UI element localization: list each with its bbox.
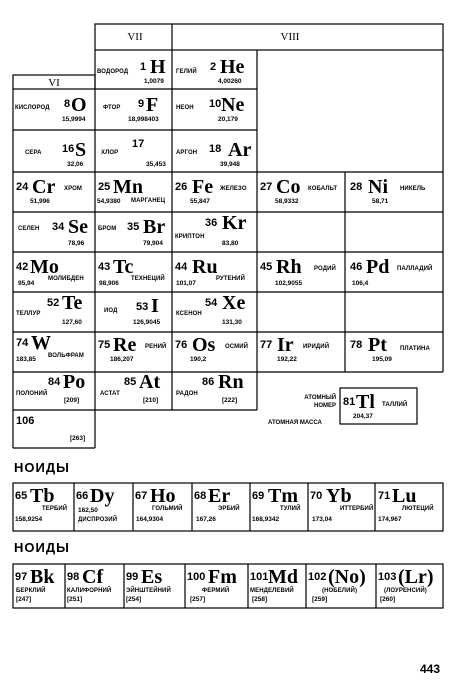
atomic-mass: 54,9380 <box>97 198 121 205</box>
element-symbol: F <box>146 94 159 116</box>
element-symbol: Ir <box>277 334 294 356</box>
atomic-mass: [258] <box>252 596 268 603</box>
atomic-mass: 195,09 <box>372 356 392 363</box>
atomic-number: 76 <box>175 339 188 351</box>
element-name: НИКЕЛЬ <box>400 186 426 192</box>
atomic-number: 65 <box>15 490 28 502</box>
element-symbol: Mo <box>30 256 59 278</box>
atomic-number: 34 <box>52 221 65 233</box>
atomic-mass: 98,906 <box>99 280 119 287</box>
element-symbol: Mn <box>113 176 143 198</box>
element-name: ПЛАТИНА <box>400 346 430 352</box>
element-symbol: Ho <box>150 485 176 507</box>
atomic-mass: 183,85 <box>16 356 36 363</box>
atomic-mass: 192,22 <box>277 356 297 363</box>
element-name: ОСМИЙ <box>225 344 249 350</box>
group-vii-header: VII <box>127 31 143 43</box>
atomic-number: 97 <box>15 571 28 583</box>
element-name: КАЛИФОРНИЙ <box>67 588 112 594</box>
legend-symbol: Tl <box>356 391 375 413</box>
atomic-mass: 102,9055 <box>275 280 303 287</box>
element-symbol: Pd <box>366 256 390 278</box>
element-symbol: Tc <box>113 256 134 278</box>
atomic-mass: 83,80 <box>222 240 239 247</box>
element-name: ДИСПРОЗИЙ <box>78 517 118 523</box>
element-symbol: Tb <box>30 485 55 507</box>
element-symbol: Xe <box>222 292 246 314</box>
legend-atomic-mass: 204,37 <box>353 413 373 420</box>
atomic-mass: 18,998403 <box>128 116 159 123</box>
atomic-number: 28 <box>350 181 363 193</box>
atomic-number: 102 <box>308 571 327 583</box>
atomic-number: 44 <box>175 261 188 273</box>
element-name: РЕНИЙ <box>145 344 167 350</box>
atomic-number: 18 <box>209 143 222 155</box>
atomic-number: 71 <box>378 490 391 502</box>
atomic-number: 67 <box>135 490 148 502</box>
element-name: МАРГАНЕЦ <box>131 198 166 204</box>
element-name: РУТЕНИЙ <box>216 276 245 282</box>
element-name: ПОЛОНИЙ <box>16 391 48 397</box>
atomic-mass: 106,4 <box>352 280 369 287</box>
element-symbol: W <box>31 332 51 354</box>
atomic-number: 1 <box>140 61 147 73</box>
element-name: ТЕХНЕЦИЙ <box>131 276 165 282</box>
atomic-number: 27 <box>260 181 273 193</box>
element-symbol: I <box>151 295 159 317</box>
element-name: РОДИЙ <box>314 266 336 272</box>
atomic-number: 24 <box>16 181 29 193</box>
atomic-mass: 158,9254 <box>15 516 43 523</box>
atomic-number: 68 <box>194 490 207 502</box>
atomic-number: 52 <box>47 297 60 309</box>
element-symbol: Po <box>63 371 86 393</box>
atomic-mass: [251] <box>67 596 83 603</box>
element-symbol: Fe <box>192 176 214 198</box>
atomic-mass: 186,207 <box>110 356 134 363</box>
atomic-mass: 35,453 <box>146 161 166 168</box>
group-viii-header: VIII <box>280 31 300 43</box>
atomic-number: 84 <box>48 376 61 388</box>
atomic-number: 78 <box>350 339 363 351</box>
atomic-mass: 126,9045 <box>133 319 161 326</box>
atomic-mass: 39,948 <box>220 161 240 168</box>
element-symbol: Cr <box>32 176 56 198</box>
atomic-number: 46 <box>350 261 363 273</box>
atomic-number: 17 <box>132 138 145 150</box>
element-name: ГЕЛИЙ <box>176 69 197 75</box>
page-number: 443 <box>420 662 441 676</box>
atomic-number: 85 <box>124 376 137 388</box>
atomic-mass: 162,50 <box>78 507 98 514</box>
element-symbol: He <box>220 56 245 78</box>
element-symbol: Cf <box>82 566 104 588</box>
element-name: ТЕЛЛУР <box>16 311 41 317</box>
lanthanoids-title: НОИДЫ <box>14 460 70 475</box>
element-symbol: Br <box>143 216 166 238</box>
atomic-mass: 32,06 <box>67 161 84 168</box>
atomic-number: 8 <box>64 98 71 110</box>
element-name: ЖЕЛЕЗО <box>220 186 247 192</box>
atomic-mass: 58,71 <box>372 198 389 205</box>
element-name: БЕРКЛИЙ <box>16 588 46 594</box>
element-symbol: Rn <box>218 371 244 393</box>
atomic-number: 53 <box>136 301 149 313</box>
element-symbol: Os <box>192 334 216 356</box>
element-name: ИОД <box>104 308 118 314</box>
element-name: НЕОН <box>176 105 194 111</box>
element-name: СЕРА <box>25 150 42 156</box>
element-name: ЭЙНШТЕЙНИЙ <box>126 588 171 594</box>
element-symbol: S <box>75 139 87 161</box>
atomic-number: 36 <box>205 217 218 229</box>
atomic-mass: [259] <box>312 596 328 603</box>
element-name: ВОДОРОД <box>97 69 129 75</box>
element-name: ФТОР <box>103 105 121 111</box>
atomic-mass: 95,94 <box>18 280 35 287</box>
atomic-mass: 55,847 <box>190 198 210 205</box>
element-name: ГОЛЬМИЙ <box>152 506 183 512</box>
atomic-mass: 58,9332 <box>275 198 299 205</box>
element-symbol: Ni <box>368 176 388 198</box>
atomic-mass: 4,00260 <box>218 78 242 85</box>
element-symbol: Er <box>208 485 231 507</box>
atomic-number: 42 <box>16 261 29 273</box>
atomic-mass: 164,9304 <box>136 516 164 523</box>
atomic-number: 43 <box>98 261 111 273</box>
atomic-mass: [247] <box>16 596 32 603</box>
element-symbol: Te <box>62 292 83 314</box>
atomic-number: 75 <box>98 339 111 351</box>
element-symbol: Dy <box>90 485 115 507</box>
element-name: ТУЛИЙ <box>280 506 301 512</box>
element-name: ФЕРМИЙ <box>202 588 230 594</box>
atomic-number: 10 <box>209 98 222 110</box>
atomic-mass: [254] <box>126 596 142 603</box>
element-symbol: Tm <box>268 485 298 507</box>
atomic-mass: 51,996 <box>30 198 50 205</box>
element-name: ХРОМ <box>64 186 82 192</box>
actinoids-title: НОИДЫ <box>14 540 70 555</box>
element-name: МОЛИБДЕН <box>48 276 84 282</box>
atomic-number: 70 <box>310 490 323 502</box>
atomic-mass: 15,9994 <box>62 116 86 123</box>
atomic-mass: [209] <box>64 397 80 404</box>
atomic-number: 106 <box>16 415 35 427</box>
atomic-number: 77 <box>260 339 273 351</box>
element-symbol: Co <box>276 176 301 198</box>
element-symbol: Fm <box>208 566 237 588</box>
element-name: КОБАЛЬТ <box>308 186 338 192</box>
atomic-number: 35 <box>127 221 140 233</box>
element-symbol: At <box>139 371 161 393</box>
atomic-number: 66 <box>76 490 89 502</box>
atomic-number: 26 <box>175 181 188 193</box>
atomic-mass: [210] <box>143 397 159 404</box>
atomic-number: 25 <box>98 181 111 193</box>
atomic-mass: 78,96 <box>68 240 85 247</box>
atomic-number: 74 <box>16 337 29 349</box>
element-symbol: Rh <box>276 256 302 278</box>
atomic-mass: 127,60 <box>62 319 82 326</box>
element-symbol: Ar <box>228 139 252 161</box>
atomic-number: 16 <box>62 143 75 155</box>
atomic-mass: 131,30 <box>222 319 242 326</box>
atomic-mass: 190,2 <box>190 356 207 363</box>
atomic-mass: 168,9342 <box>252 516 280 523</box>
atomic-mass: 173,04 <box>312 516 332 523</box>
atomic-mass: 167,26 <box>196 516 216 523</box>
element-symbol: Se <box>68 216 88 238</box>
element-name: (ЛОУРЕНСИЙ) <box>384 588 427 594</box>
element-symbol: Md <box>268 566 298 588</box>
atomic-number: 86 <box>202 376 215 388</box>
element-symbol: Kr <box>222 212 247 234</box>
element-symbol: Ne <box>221 94 245 116</box>
element-name: КСЕНОН <box>176 311 202 317</box>
element-name: (НОБЕЛИЙ) <box>322 588 358 594</box>
atomic-mass: 79,904 <box>143 240 163 247</box>
atomic-mass: 1,0079 <box>144 78 164 85</box>
element-symbol: Es <box>141 566 163 588</box>
atomic-mass: [263] <box>70 435 86 442</box>
element-name: ИРИДИЙ <box>303 344 330 350</box>
element-symbol: (Lr) <box>398 566 434 588</box>
legend-element-name: ТАЛЛИЙ <box>382 402 408 408</box>
atomic-mass: 20,179 <box>218 116 238 123</box>
element-name: ПАЛЛАДИЙ <box>397 266 433 272</box>
element-symbol: Re <box>113 334 137 356</box>
atomic-number: 99 <box>126 571 139 583</box>
element-symbol: Pt <box>368 334 387 356</box>
element-name: МЕНДЕЛЕВИЙ <box>250 588 294 594</box>
element-symbol: O <box>71 94 87 116</box>
element-name: ТЕРБИЙ <box>42 506 68 512</box>
element-name: РАДОН <box>176 391 198 397</box>
element-name: КРИПТОН <box>175 234 205 240</box>
element-name: БРОМ <box>98 226 117 232</box>
atomic-number: 101 <box>250 571 269 583</box>
element-name: АСТАТ <box>100 391 120 397</box>
atomic-number: 100 <box>187 571 206 583</box>
element-symbol: Bk <box>30 566 55 588</box>
atomic-number: 45 <box>260 261 273 273</box>
element-name: ЭРБИЙ <box>218 506 240 512</box>
legend-atomic-number-label: АТОМНЫЙ НОМЕР <box>304 395 336 409</box>
atomic-number: 2 <box>210 61 217 73</box>
atomic-number: 69 <box>252 490 265 502</box>
atomic-mass: [260] <box>380 596 396 603</box>
element-symbol: Ru <box>192 256 218 278</box>
atomic-mass: [222] <box>222 397 238 404</box>
legend-atomic-number: 81 <box>343 396 356 408</box>
atomic-mass: [257] <box>190 596 206 603</box>
element-symbol: H <box>150 56 166 78</box>
atomic-number: 98 <box>67 571 80 583</box>
atomic-number: 9 <box>138 98 145 110</box>
legend-atomic-mass-label: АТОМНАЯ МАССА <box>268 420 322 426</box>
group-vi-header: VI <box>48 77 60 89</box>
element-name: ЛЮТЕЦИЙ <box>402 506 434 512</box>
atomic-number: 103 <box>378 571 397 583</box>
atomic-number: 54 <box>205 297 218 309</box>
element-name: КИСЛОРОД <box>15 105 50 111</box>
element-name: ИТТЕРБИЙ <box>340 506 374 512</box>
element-name: СЕЛЕН <box>18 226 40 232</box>
element-name: АРГОН <box>176 150 198 156</box>
element-symbol: Yb <box>326 485 352 507</box>
element-name: ХЛОР <box>101 150 119 156</box>
element-symbol: Lu <box>392 485 417 507</box>
atomic-mass: 101,07 <box>176 280 196 287</box>
atomic-mass: 174,967 <box>378 516 402 523</box>
element-name: ВОЛЬФРАМ <box>48 353 84 359</box>
element-symbol: (No) <box>328 566 366 588</box>
